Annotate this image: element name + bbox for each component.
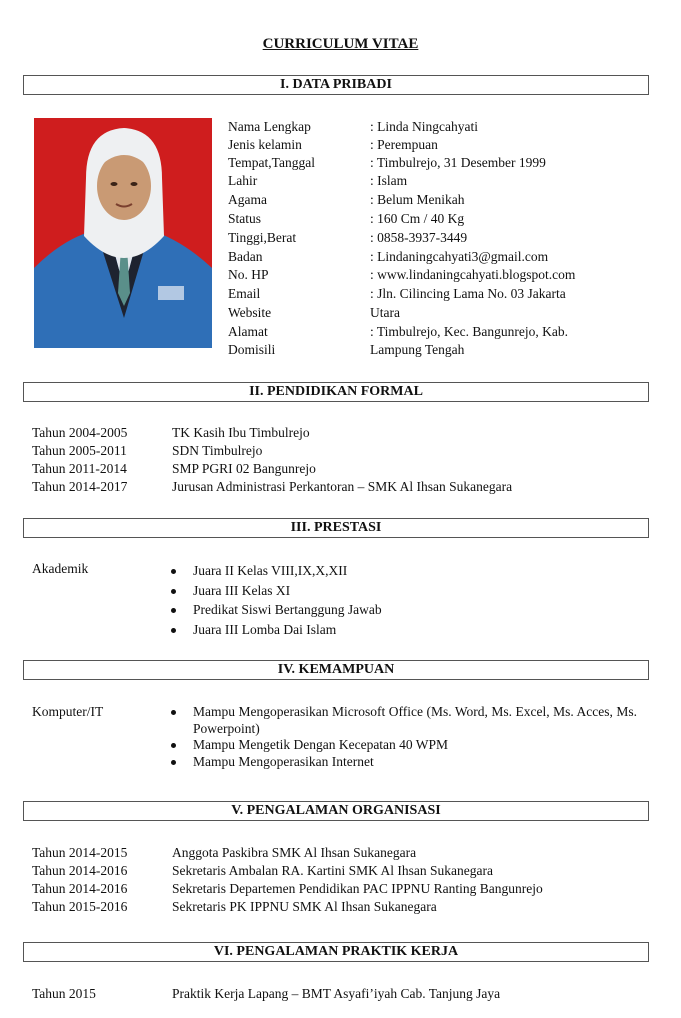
prestasi-category-label: Akademik — [32, 561, 89, 576]
skill-list — [168, 704, 637, 770]
education-row-year: Tahun 2004-2005 — [32, 425, 128, 440]
education-row-year: Tahun 2014-2017 — [32, 479, 128, 494]
organization-row-text: Anggota Paskibra SMK Al Ihsan Sukanegara — [172, 845, 417, 860]
education-row-year: Tahun 2011-2014 — [32, 461, 127, 476]
skill-item — [168, 737, 637, 754]
personal-label: Jenis kelamin — [228, 137, 302, 152]
organization-row-text: Sekretaris Departemen Pendidikan PAC IPPNU Ranting Bangunrejo — [172, 881, 543, 896]
education-row-year: Tahun 2005-2011 — [32, 443, 127, 458]
skill-item — [168, 754, 637, 771]
section-header-kemampuan: IV. KEMAMPUAN — [23, 660, 649, 680]
organization-row-text: Sekretaris PK IPPNU SMK Al Ihsan Sukanegara — [172, 899, 437, 914]
education-row-text: SDN Timbulrejo — [172, 443, 263, 458]
achievement-item — [168, 620, 382, 640]
bullet-icon — [171, 608, 176, 613]
achievement-item-text: Juara III Lomba Dai Islam — [193, 621, 337, 637]
personal-value: Lampung Tengah — [370, 342, 465, 357]
organization-row-text: Sekretaris Ambalan RA. Kartini SMK Al Ihsan Sukanegara — [172, 863, 493, 878]
personal-label: No. HP — [228, 267, 269, 282]
personal-label: Website — [228, 305, 272, 320]
personal-value: : Islam — [370, 173, 408, 188]
bullet-icon — [171, 589, 176, 594]
personal-value: : Timbulrejo, 31 Desember 1999 — [370, 155, 546, 170]
bullet-icon — [171, 743, 176, 748]
bullet-icon — [171, 760, 176, 765]
achievement-item-text: Juara II Kelas VIII,IX,X,XII — [193, 563, 348, 578]
bullet-icon — [171, 710, 176, 715]
skill-item-text: Mampu Mengoperasikan Internet — [193, 753, 374, 769]
personal-value: : Jln. Cilincing Lama No. 03 Jakarta — [370, 286, 566, 301]
personal-label: Nama Lengkap — [228, 119, 311, 134]
bullet-icon — [171, 569, 176, 574]
profile-photo-image — [34, 118, 212, 348]
personal-label: Domisili — [228, 342, 276, 357]
personal-value: : Timbulrejo, Kec. Bangunrejo, Kab. — [370, 324, 568, 339]
section-header-organisasi: V. PENGALAMAN ORGANISASI — [23, 801, 649, 821]
personal-label: Lahir — [228, 173, 258, 188]
skill-item-text: Mampu Mengoperasikan Microsoft Office (Ms. Word, Ms. Excel, Ms. Acces, Ms. Powerpoint) — [193, 704, 637, 736]
education-row-text: TK Kasih Ibu Timbulrejo — [172, 425, 310, 440]
personal-label: Tinggi,Berat — [228, 230, 297, 245]
personal-label: Email — [228, 286, 261, 301]
organization-row-year: Tahun 2014-2016 — [32, 881, 128, 896]
organization-row-year: Tahun 2014-2016 — [32, 863, 128, 878]
personal-value: : 160 Cm / 40 Kg — [370, 211, 465, 226]
page-title: CURRICULUM VITAE — [262, 36, 419, 52]
profile-photo — [34, 118, 212, 348]
personal-value: : www.lindaningcahyati.blogspot.com — [370, 267, 576, 282]
personal-label: Tempat,Tanggal — [228, 155, 315, 170]
achievement-item — [168, 561, 382, 581]
section-header-pendidikan: II. PENDIDIKAN FORMAL — [23, 382, 649, 402]
achievement-item — [168, 581, 382, 601]
personal-value: : 0858-3937-3449 — [370, 230, 468, 245]
bullet-icon — [171, 628, 176, 633]
organization-row-year: Tahun 2014-2015 — [32, 845, 128, 860]
personal-value: Utara — [370, 305, 400, 320]
skill-item-text: Mampu Mengetik Dengan Kecepatan 40 WPM — [193, 737, 449, 752]
work-practice-row-text: Praktik Kerja Lapang – BMT Asyafi’iyah Cab. Tanjung Jaya — [172, 986, 501, 1001]
work-practice-row-year: Tahun 2015 — [32, 986, 96, 1001]
personal-label: Alamat — [228, 324, 268, 339]
skill-item — [168, 704, 637, 737]
personal-value: : Perempuan — [370, 137, 438, 152]
personal-value: : Linda Ningcahyati — [370, 119, 478, 134]
personal-label: Agama — [228, 192, 267, 207]
organization-row-year: Tahun 2015-2016 — [32, 899, 128, 914]
personal-value: : Belum Menikah — [370, 192, 465, 207]
skill-category-label: Komputer/IT — [32, 704, 104, 719]
section-header-praktik: VI. PENGALAMAN PRAKTIK KERJA — [23, 942, 649, 962]
personal-label: Badan — [228, 249, 263, 264]
section-header-prestasi: III. PRESTASI — [23, 518, 649, 538]
achievement-list — [168, 561, 382, 639]
personal-label: Status — [228, 211, 262, 226]
education-row-text: Jurusan Administrasi Perkantoran – SMK Al Ihsan Sukanegara — [172, 479, 513, 494]
achievement-item-text: Juara III Kelas XI — [193, 582, 291, 598]
personal-value: : Lindaningcahyati3@gmail.com — [370, 249, 549, 264]
education-row-text: SMP PGRI 02 Bangunrejo — [172, 461, 316, 476]
achievement-item — [168, 600, 382, 620]
achievement-item-text: Predikat Siswi Bertanggung Jawab — [193, 602, 382, 617]
section-header-data-pribadi: I. DATA PRIBADI — [23, 75, 649, 95]
